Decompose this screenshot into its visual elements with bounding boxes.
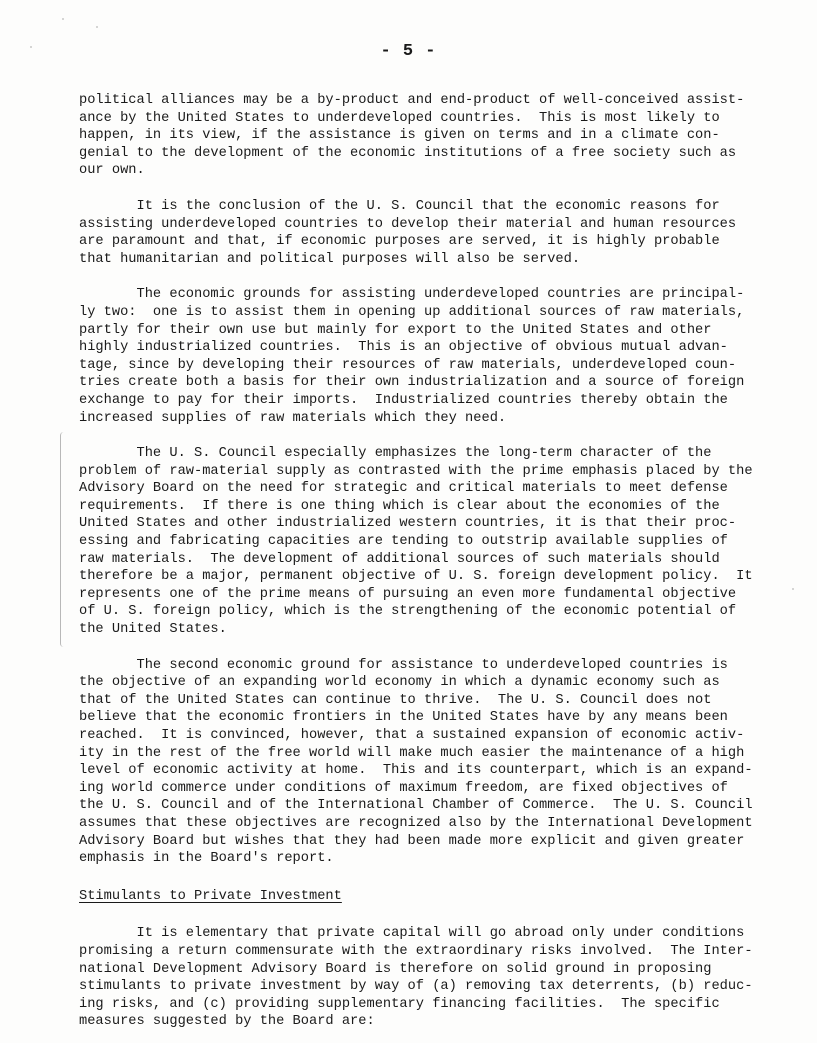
text-line: The second economic ground for assistance to underdeveloped countries is [79, 657, 728, 673]
text-line: It is the conclusion of the U. S. Council that the economic reasons for [79, 198, 720, 214]
text-line: ance by the United States to underdeveloped countries. This is most likely to [79, 110, 720, 126]
text-line: that of the United States can continue to thrive. The U. S. Council does not [79, 692, 712, 708]
text-line: the objective of an expanding world economy in which a dynamic economy such as [79, 675, 720, 691]
text-line: genial to the development of the economic institutions of a free society such as [79, 145, 737, 161]
text-line: increased supplies of raw materials which they need. [79, 410, 507, 426]
text-line: that humanitarian and political purposes will also be served. [79, 251, 581, 267]
text-line: assumes that these objectives are recognized also by the International Development [79, 815, 753, 831]
text-line: raw materials. The development of additional sources of such materials should [79, 551, 720, 567]
text-line: highly industrialized countries. This is an objective of obvious mutual advan- [79, 340, 728, 356]
text-line: the United States. [79, 622, 227, 638]
text-line: tries create both a basis for their own industrialization and a source of foreign [79, 375, 745, 391]
paragraph [79, 925, 759, 1031]
paragraph [79, 657, 759, 868]
text-line: promising a return commensurate with the extraordinary risks involved. The Inter- [79, 943, 753, 959]
text-line: The U. S. Council especially emphasizes the long-term character of the [79, 446, 712, 462]
text-line: therefore be a major, permanent objective of U. S. foreign development policy. It [79, 569, 753, 585]
text-line: level of economic activity at home. This and its counterpart, which is an expand- [79, 763, 753, 779]
text-line: emphasis in the Board's report. [79, 851, 334, 867]
paragraph [79, 198, 759, 268]
text-line: assisting underdeveloped countries to develop their material and human resources [79, 216, 737, 232]
paragraph [79, 445, 759, 639]
text-line: tage, since by developing their resources of raw materials, underdeveloped coun- [79, 357, 737, 373]
text-line: are paramount and that, if economic purposes are served, it is highly probable [79, 234, 720, 250]
text-line: United States and other industrialized western countries, it is that their proc- [79, 516, 737, 532]
text-line: believe that the economic frontiers in the United States have by any means been [79, 710, 728, 726]
text-line: Advisory Board but wishes that they had been made more explicit and given greater [79, 833, 745, 849]
text-line: ly two: one is to assist them in opening up additional sources of raw materials, [79, 304, 745, 320]
text-line: The economic grounds for assisting underdeveloped countries are principal- [79, 287, 745, 303]
text-line: It is elementary that private capital will go abroad only under conditions [79, 926, 745, 942]
text-line: problem of raw-material supply as contrasted with the prime emphasis placed by the [79, 463, 753, 479]
text-line: ing risks, and (c) providing supplementary financing facilities. The specific [79, 996, 720, 1012]
text-line: national Development Advisory Board is therefore on solid ground in proposing [79, 961, 712, 977]
text-line: measures suggested by the Board are: [79, 1014, 375, 1030]
text-line: the U. S. Council and of the International Chamber of Commerce. The U. S. Council [79, 798, 753, 814]
text-line: political alliances may be a by-product and end-product of well-conceived assist- [79, 93, 745, 108]
text-line: exchange to pay for their imports. Industrialized countries thereby obtain the [79, 392, 728, 408]
scan-speck [96, 26, 98, 28]
text-line: ity in the rest of the free world will make much easier the maintenance of a high [79, 745, 745, 761]
text-line: essing and fabricating capacities are tending to outstrip available supplies of [79, 534, 728, 550]
text-line: ing world commerce under conditions of maximum freedom, are fixed objectives of [79, 780, 728, 796]
paragraph [79, 286, 759, 427]
text-line: reached. It is convinced, however, that a sustained expansion of economic activ- [79, 728, 745, 743]
text-line: of U. S. foreign policy, which is the strengthening of the economic potential of [79, 604, 737, 620]
scan-speck [62, 18, 64, 20]
document-body [79, 92, 759, 1049]
text-line: happen, in its view, if the assistance is given on terms and in a climate con- [79, 128, 720, 144]
text-line: Advisory Board on the need for strategic and critical materials to meet defense [79, 481, 728, 497]
text-line: stimulants to private investment by way of (a) removing tax deterrents, (b) reduc- [79, 979, 753, 995]
margin-bracket-mark [60, 432, 67, 647]
section-heading: Stimulants to Private Investment [79, 888, 342, 904]
text-line: our own. [79, 163, 145, 179]
text-line: requirements. If there is one thing which is clear about the economies of the [79, 498, 720, 514]
scan-speck [792, 588, 794, 590]
page-number: - 5 - [380, 42, 437, 61]
text-line: partly for their own use but mainly for export to the United States and other [79, 322, 712, 338]
text-line: represents one of the prime means of pursuing an even more fundamental objective [79, 586, 737, 602]
paragraph [79, 92, 759, 180]
